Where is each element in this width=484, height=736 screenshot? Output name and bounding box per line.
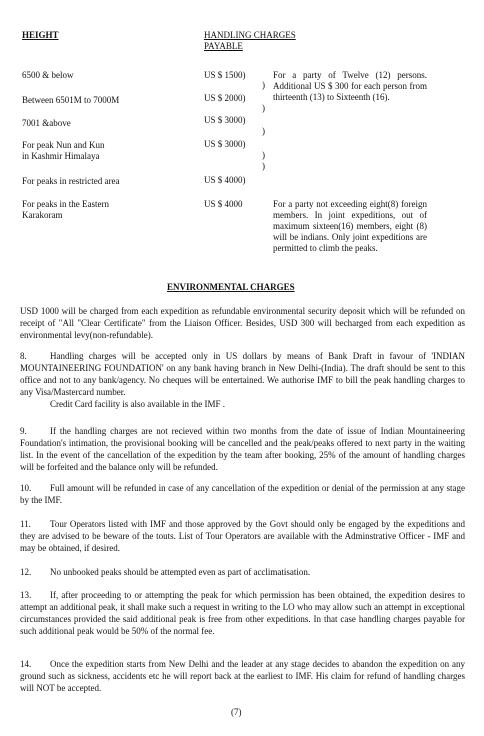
paragraph-number: 12. [20,567,32,577]
environmental-charges-heading: ENVIRONMENTAL CHARGES [167,282,295,292]
bracket-mark: ) [262,161,265,171]
row-amount: US $ 3000) [204,139,246,149]
row-label: For peaks in the Eastern [22,199,109,209]
paragraph-14 [20,658,465,694]
row-label: For peak Nun and Kun [22,140,105,150]
note-party-twelve: For a party of Twelve (12) persons. Additional US $ 300 for each person from thirteenth (13) to Sixteenth (16). [273,70,427,102]
page-number: (7) [231,707,242,717]
row-label: 6500 & below [22,70,74,80]
paragraph-text: Once the expedition starts from New Delhi and the leader at any stage decides to abandon the expedition on any ground such as sickness, accidents etc he will report back at the earliest to IMF. His claim for refund of handling charges will NOT be accepted. [20,659,465,693]
paragraph-number: 14. [20,659,32,669]
row-amount: US $ 3000) [204,115,246,125]
row-label: Between 6501M to 7000M [22,95,120,105]
paragraph-text: If, after proceeding to or attempting the peak for which permission has been obtained, the expedition desires to attempt an additional peak, it shall make such a request in writing to the LO who may allow such an attempt in exceptional circumstances provided the said additional peak is free from other expeditions. In that case handling charges payable for such additional peak would be 50% of the normal fee. [20,590,465,636]
paragraph-number: 10. [20,483,32,493]
paragraph-number: 9. [20,426,27,436]
handling-charges-header: HANDLING CHARGES [204,30,296,40]
paragraph-13 [20,589,465,637]
paragraph-11 [20,518,465,554]
payable-header: PAYABLE [204,41,243,51]
environmental-charges-text: USD 1000 will be charged from each expedition as refundable environmental security deposit which will be refunded on receipt of "All "Clear Certificate" from the Liaison Officer. Besides, USD 300 will becharged from each expedition as environmental levy(non-refundable). [20,306,465,340]
paragraph-10 [20,482,465,506]
paragraph-text: Handling charges will be accepted only in US dollars by means of Bank Draft in favour of 'INDIAN MOUNTAINEERING FOUNDATION' on any bank having branch in New Delhi-(India). The draft should be sent to this office and not to any bank/agency. No cheques will be entertained. We authorise IMF to bill the peak handling charges to any Visa/Mastercard number. [20,351,465,397]
paragraph-text: If the handling charges are not recieved within two months from the date of issue of Indian Mountaineering Foundation's intimation, the provisional booking will be cancelled and the peak/peaks offered to next party in the waiting list. In the event of the cancellation of the expedition by the team after booking, 25% of the amount of handling charges will be forfeited and the balance only will be refunded. [20,426,465,472]
bracket-mark: ) [262,80,265,90]
height-header: HEIGHT [22,30,59,40]
paragraph-sub: Credit Card facility is also available in the IMF . [50,399,225,409]
row-amount: US $ 4000 [204,199,243,209]
bracket-mark: ) [262,103,265,113]
paragraph-number: 8. [20,351,27,361]
paragraph-number: 11. [20,519,31,529]
row-label: 7001 &above [22,118,71,128]
bracket-mark: ) [262,126,265,136]
paragraph-text: Full amount will be refunded in case of any cancellation of the expedition or denial of the permission at any stage by the IMF. [20,483,465,505]
row-amount: US $ 1500) [204,70,246,80]
paragraph-text: No unbooked peaks should be attempted even as part of acclimatisation. [50,567,311,577]
paragraph-12 [20,566,465,578]
paragraph-9 [20,425,465,473]
bracket-mark: ) [262,150,265,160]
note-party-eight: For a party not exceeding eight(8) foreign members. In joint expeditions, out of maximum sixteen(16) members, eight (8) will be indians. Only joint expeditions are permitted to climb the peaks. [273,199,427,253]
row-label: For peaks in restricted area [22,176,120,186]
row-amount: US $ 2000) [204,93,246,103]
row-amount: US $ 4000) [204,175,246,185]
paragraph-8 [20,350,465,410]
row-label-line2: in Kashmir Himalaya [22,151,100,161]
paragraph-text: Tour Operators listed with IMF and those approved by the Govt should only be engaged by the expeditions and they are advised to be beware of the touts. List of Tour Operators are available with the Adminstrative Officer - IMF and may be obtained, if desired. [20,519,465,553]
paragraph-number: 13. [20,590,32,600]
row-label-line2: Karakoram [22,210,63,220]
